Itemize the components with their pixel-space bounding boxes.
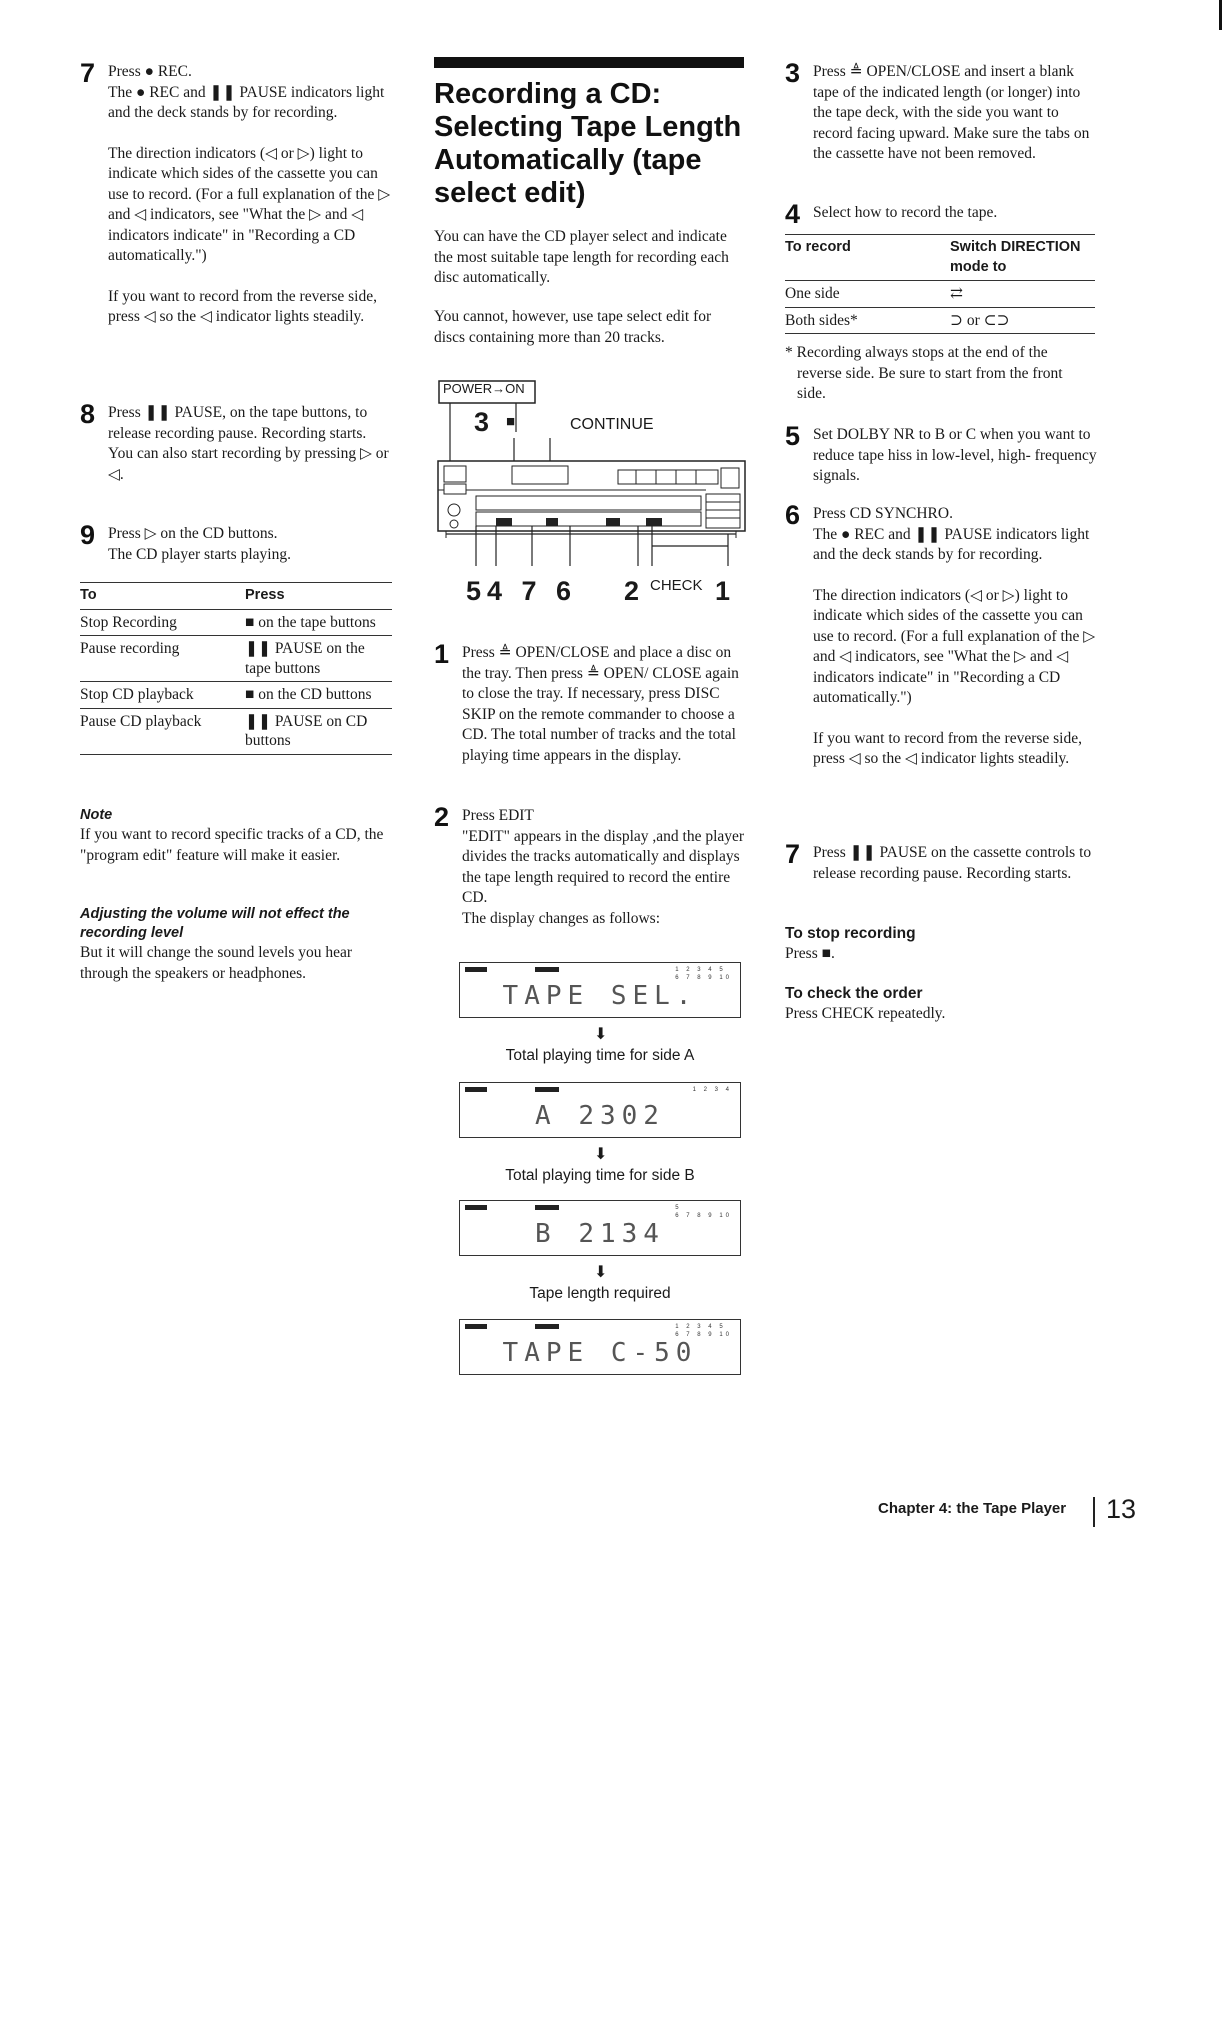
table-cell: ⇄ <box>950 285 963 302</box>
step-number: 1 <box>434 639 450 669</box>
stop-symbol: ■ <box>506 413 516 430</box>
footnote: * Recording always stops at the end of the reverse side. Be sure to start from the front side. <box>785 344 1063 402</box>
table-cell: Stop CD playback <box>80 686 194 703</box>
step-text: Select how to record the tape. <box>813 204 998 221</box>
adjust-note-block <box>80 905 395 984</box>
table-header: To record <box>785 239 851 255</box>
step-title: Press ● REC. <box>108 63 192 80</box>
lcd-text: A 2302 <box>535 1101 665 1131</box>
table-row <box>785 307 1095 334</box>
step-number: 7 <box>785 839 801 869</box>
lcd-display: 1 2 3 4 5 6 7 8 9 10 TAPE C-50 <box>459 1319 741 1375</box>
arrow-down-icon: ⬇ <box>594 1024 608 1043</box>
table-header: Press <box>245 587 285 603</box>
step-1 <box>434 639 746 766</box>
step-number: 4 <box>785 199 801 229</box>
intro-text: You cannot, however, use tape select edit for discs containing more than 20 tracks. <box>434 308 712 346</box>
callout-number: 3 <box>474 407 490 437</box>
table-row <box>785 281 1095 308</box>
step-9-left <box>80 520 400 565</box>
step-text: You can also start recording by pressing ▷ or ◁. <box>108 445 389 483</box>
step-text: If you want to record from the reverse side, press ◁ so the ◁ indicator lights steadily. <box>108 287 377 325</box>
power-label: POWER→ON <box>443 381 525 396</box>
intro-text: You can have the CD player select and indicate the most suitable tape length for recording each disc automatically. <box>434 228 729 286</box>
display-caption: Total playing time for side B <box>505 1167 695 1184</box>
step-text: Press CD SYNCHRO. <box>813 505 953 522</box>
table-cell: Stop Recording <box>80 613 177 631</box>
table-row <box>80 636 392 682</box>
page-number: 13 <box>1106 1494 1137 1524</box>
check-order-title: To check the order <box>785 985 923 1002</box>
direction-mode-table <box>785 234 1095 334</box>
table-cell: Both sides* <box>785 311 858 329</box>
step-3 <box>785 58 1100 165</box>
step-text: "EDIT" appears in the display ,and the player divides the tracks automatically and displays the tape length required to record the entire CD. <box>462 827 745 906</box>
step-text: Set DOLBY NR to B or C when you want to reduce tape hiss in low-level, high- frequency signals. <box>813 426 1097 484</box>
table-row <box>80 682 392 709</box>
table-header: Switch DIRECTION mode to <box>950 239 1081 275</box>
step-7-right <box>785 839 1100 884</box>
check-label: CHECK <box>650 577 703 594</box>
lcd-display: 1 2 3 4 A 2302 <box>459 1082 741 1138</box>
step-5 <box>785 421 1100 487</box>
page-edge-mark <box>1219 0 1222 30</box>
step-text: Press ≜ OPEN/CLOSE and place a disc on the tray. Then press ≜ OPEN/ CLOSE again to close the tray. If necessary, press DISC SKIP on the remote commander to choose a CD. The total number of tracks and the total playing time appears in the display. <box>462 644 739 764</box>
step-number: 8 <box>80 399 96 429</box>
arrow-down-icon: ⬇ <box>594 1144 608 1163</box>
step-number: 6 <box>785 500 801 530</box>
callout-number: 1 <box>715 576 731 606</box>
callout-numbers: 54 7 6 <box>466 576 578 606</box>
step-number: 9 <box>80 520 96 550</box>
table-cell: ❚❚ PAUSE on CD buttons <box>245 712 368 749</box>
adjust-note-title: Adjusting the volume will not effect the recording level <box>80 906 350 941</box>
table-row <box>80 609 392 636</box>
step-text: Press ❚❚ PAUSE on the cassette controls to release recording pause. Recording starts. <box>813 844 1092 882</box>
step-text: The ● REC and ❚❚ PAUSE indicators light and the deck stands by for recording. <box>108 83 385 121</box>
table-cell: ■ on the CD buttons <box>245 686 372 703</box>
table-cell: ■ on the tape buttons <box>245 613 376 631</box>
lcd-display: 1 2 3 4 5 6 7 8 9 10 TAPE SEL. <box>459 962 741 1018</box>
step-text: If you want to record from the reverse side, press ◁ so the ◁ indicator lights steadily. <box>813 729 1082 767</box>
step-2 <box>434 802 746 929</box>
note-text: If you want to record specific tracks of a CD, the "program edit" feature will make it easier. <box>80 826 384 864</box>
table-cell: ❚❚ PAUSE on the tape buttons <box>245 640 365 677</box>
step-8-left <box>80 399 400 485</box>
table-row <box>80 708 392 754</box>
lcd-text: TAPE C-50 <box>502 1338 698 1368</box>
step-text: Press EDIT <box>462 807 534 824</box>
continue-label: CONTINUE <box>570 416 654 433</box>
lcd-display: 5 6 7 8 9 10 B 2134 <box>459 1200 741 1256</box>
step-text: Press ❚❚ PAUSE, on the tape buttons, to release recording pause. Recording starts. <box>108 404 368 442</box>
display-caption: Tape length required <box>529 1285 671 1302</box>
footer-divider <box>1093 1497 1095 1527</box>
display-caption: Total playing time for side A <box>505 1047 695 1064</box>
table-cell: ⊃ or ⊂⊃ <box>950 311 1010 329</box>
lcd-text: TAPE SEL. <box>502 981 698 1011</box>
adjust-note-text: But it will change the sound levels you hear through the speakers or headphones. <box>80 944 353 982</box>
chapter-footer: Chapter 4: the Tape Player <box>878 1500 1067 1517</box>
step-text: The direction indicators (◁ or ▷) light to indicate which sides of the cassette you can use to record. (For a full explanation of the ▷ and ◁ indicators, see "What the ▷ and ◁ indicators indicate" in "Recording a CD automatically.") <box>813 586 1096 706</box>
step-text: The CD player starts playing. <box>108 545 291 563</box>
step-4 <box>785 199 1100 229</box>
step-number: 5 <box>785 421 801 451</box>
check-order-text: Press CHECK repeatedly. <box>785 1005 946 1022</box>
table-header: To <box>80 587 97 603</box>
check-order-block <box>785 984 1095 1025</box>
step-6 <box>785 500 1100 770</box>
step-number: 3 <box>785 58 801 88</box>
lcd-text: B 2134 <box>535 1219 665 1249</box>
note-block <box>80 806 395 866</box>
arrow-down-icon: ⬇ <box>594 1262 608 1281</box>
page-title: Recording a CD: Selecting Tape Length Automatically (tape select edit) <box>434 78 742 209</box>
control-table <box>80 582 392 755</box>
table-cell: Pause recording <box>80 640 180 657</box>
table-cell: One side <box>785 285 840 302</box>
callout-number: 2 <box>624 576 640 606</box>
step-text: The direction indicators (◁ or ▷) light to indicate which sides of the cassette you can use to record. (For a full explanation of the ▷ and ◁ indicators, see "What the ▷ and ◁ indicators indicate" in "Recording a CD automatically.") <box>108 144 391 264</box>
stop-recording-text: Press ■. <box>785 945 835 962</box>
table-cell: Pause CD playback <box>80 712 202 730</box>
step-text: Press ≜ OPEN/CLOSE and insert a blank tape of the indicated length (or longer) into the tape deck, with the side you want to record facing upward. Make sure the tabs on the cassette have not been removed. <box>813 63 1090 162</box>
step-text: The display changes as follows: <box>462 909 661 927</box>
step-text: The ● REC and ❚❚ PAUSE indicators light and the deck stands by for recording. <box>813 525 1090 563</box>
heading-rule <box>434 57 744 68</box>
step-number: 7 <box>80 58 96 88</box>
step-number: 2 <box>434 802 450 832</box>
stop-recording-title: To stop recording <box>785 925 916 942</box>
step-text: Press ▷ on the CD buttons. <box>108 525 278 542</box>
stop-recording-block <box>785 924 1095 965</box>
step-7-left <box>80 58 400 328</box>
device-diagram <box>436 378 751 618</box>
note-title: Note <box>80 807 113 823</box>
